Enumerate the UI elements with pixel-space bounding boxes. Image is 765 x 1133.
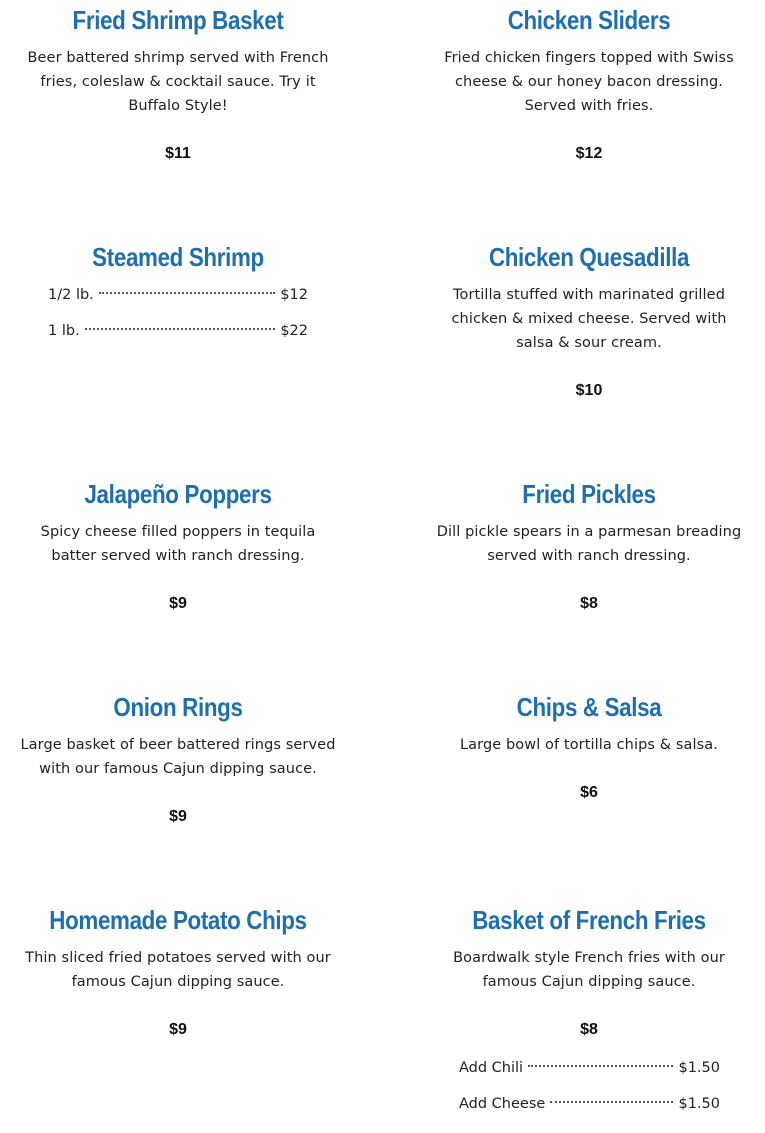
item-price: $8	[580, 595, 598, 612]
item-title: Chicken Quesadilla	[488, 242, 690, 272]
menu-item-chicken-quesadilla	[432, 240, 746, 403]
size-price: $12	[280, 287, 308, 303]
menu-item-onion-rings	[20, 690, 336, 829]
item-price: $11	[165, 145, 191, 162]
menu-item-fried-pickles	[432, 477, 746, 616]
item-price: $9	[169, 808, 187, 825]
item-title: Jalapeño Poppers	[84, 479, 272, 509]
menu-item-chicken-sliders	[432, 3, 746, 166]
item-price: $12	[575, 145, 603, 162]
item-description: Spicy cheese filled poppers in tequila batter served with ranch dressing.	[40, 524, 316, 564]
size-option-row	[48, 319, 308, 343]
size-options	[20, 283, 336, 343]
item-title: Basket of French Fries	[472, 905, 706, 935]
menu-item-chips-salsa	[432, 690, 746, 805]
item-price: $10	[575, 382, 603, 399]
item-title: Onion Rings	[113, 692, 243, 722]
size-label: 1 lb.	[48, 323, 80, 339]
item-description: Large basket of beer battered rings served with our famous Cajun dipping sauce.	[20, 737, 336, 777]
addon-price: $1.50	[678, 1060, 720, 1076]
dot-leader	[528, 1065, 673, 1067]
item-price: $8	[580, 1021, 598, 1038]
addon-price: $1.50	[678, 1096, 720, 1112]
addon-row	[459, 1056, 720, 1080]
size-label: 1/2 lb.	[48, 287, 94, 303]
dot-leader	[85, 328, 276, 330]
addon-options	[432, 1056, 746, 1116]
item-description: Tortilla stuffed with marinated grilled chicken & mixed cheese. Served with salsa & sour cream.	[451, 287, 727, 351]
menu-item-basket-of-french-fries	[432, 903, 746, 1116]
item-description: Beer battered shrimp served with French fries, coleslaw & cocktail sauce. Try it Buffalo Style!	[27, 50, 329, 114]
item-title: Fried Shrimp Basket	[72, 5, 284, 35]
addon-label: Add Chili	[459, 1060, 524, 1076]
item-description: Large bowl of tortilla chips & salsa.	[459, 737, 719, 753]
item-price: $9	[169, 595, 187, 612]
item-description: Boardwalk style French fries with our famous Cajun dipping sauce.	[453, 950, 725, 990]
addon-row	[459, 1092, 720, 1116]
menu-item-fried-shrimp-basket	[20, 3, 336, 166]
addon-label: Add Cheese	[459, 1096, 546, 1112]
item-description: Dill pickle spears in a parmesan breading served with ranch dressing.	[436, 524, 742, 564]
dot-leader	[99, 292, 276, 294]
menu-item-jalapeno-poppers	[20, 477, 336, 616]
item-title: Steamed Shrimp	[92, 242, 264, 272]
item-price: $6	[580, 784, 598, 801]
item-description: Fried chicken fingers topped with Swiss cheese & our honey bacon dressing. Served with fries.	[444, 50, 734, 114]
item-title: Chips & Salsa	[516, 692, 662, 722]
item-title: Homemade Potato Chips	[49, 905, 307, 935]
item-description: Thin sliced fried potatoes served with our famous Cajun dipping sauce.	[25, 950, 331, 990]
item-title: Chicken Sliders	[507, 5, 671, 35]
menu-item-homemade-potato-chips	[20, 903, 336, 1042]
size-option-row	[48, 283, 308, 307]
item-price: $9	[169, 1021, 187, 1038]
size-price: $22	[280, 323, 308, 339]
dot-leader	[550, 1101, 673, 1103]
item-title: Fried Pickles	[522, 479, 656, 509]
menu-item-steamed-shrimp	[20, 240, 336, 343]
